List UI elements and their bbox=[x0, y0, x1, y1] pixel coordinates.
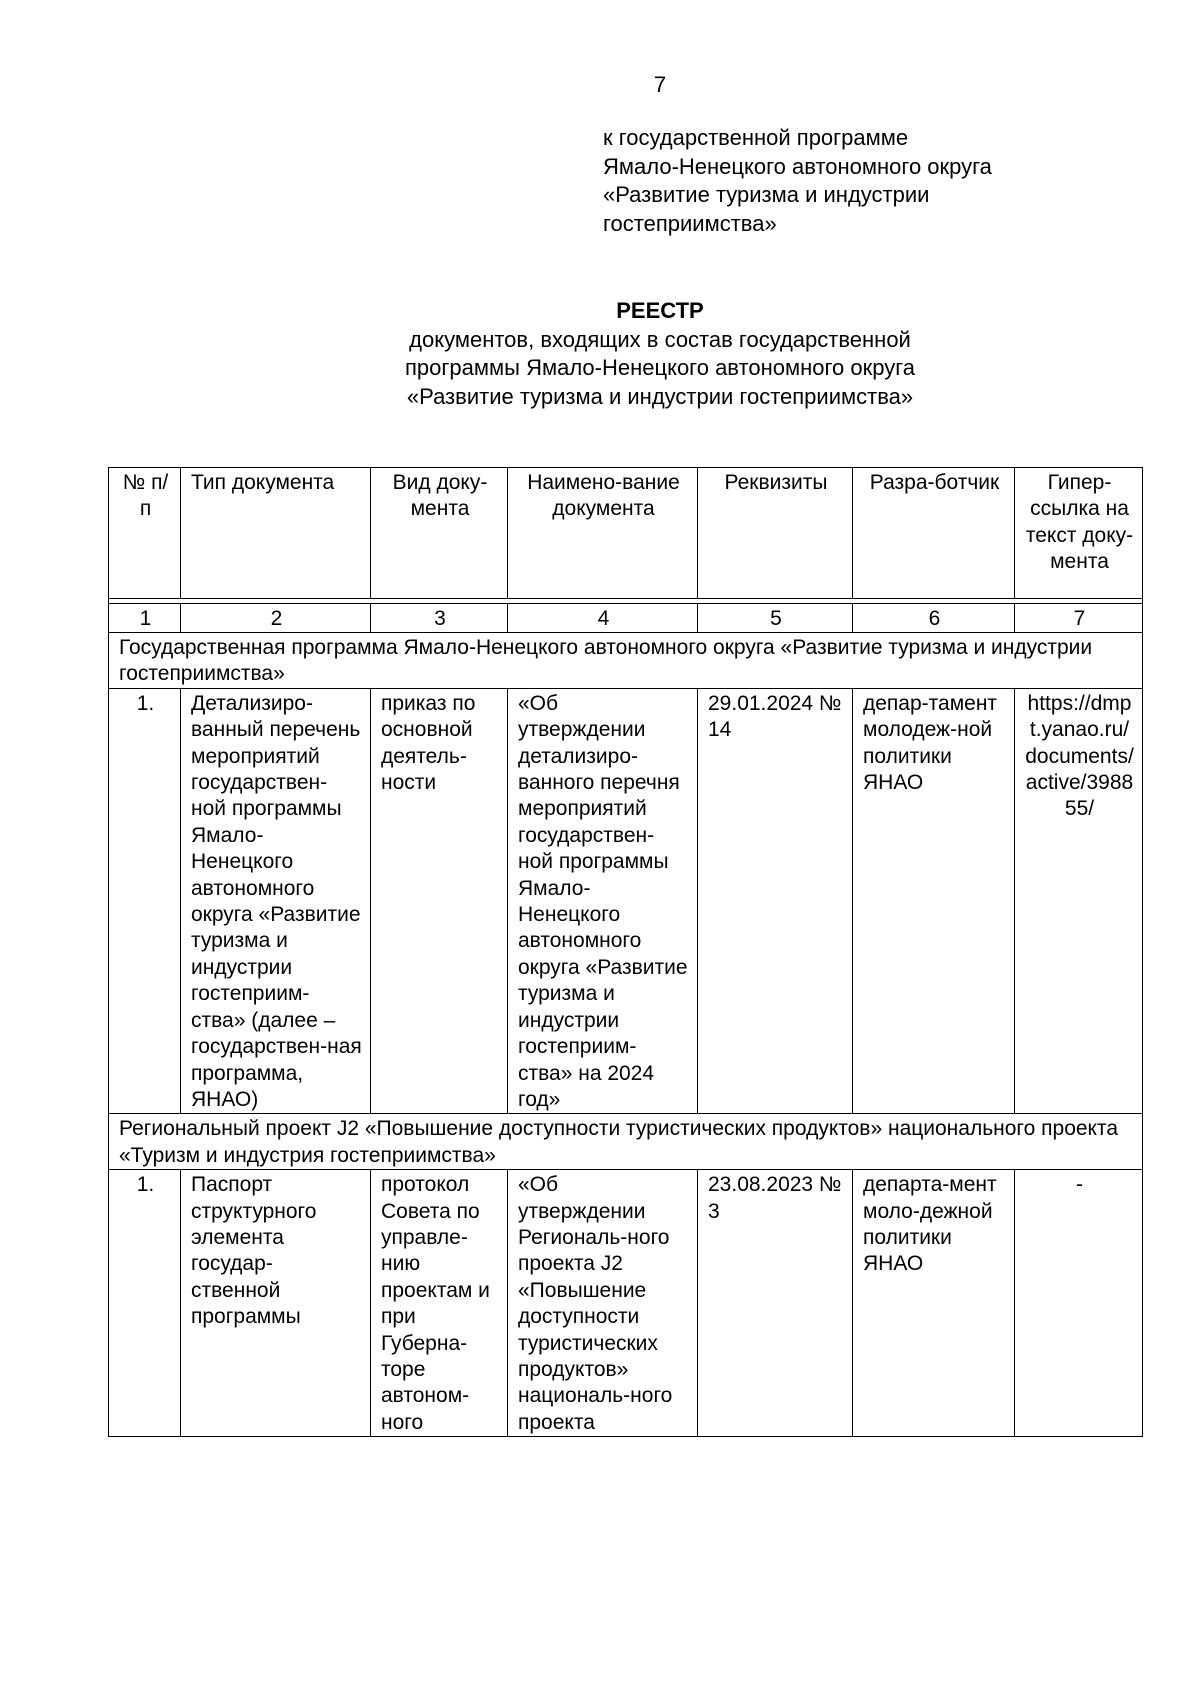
addendum-line: Ямало-Ненецкого автономного округа bbox=[603, 153, 992, 179]
registry-title-line: документов, входящих в состав государственной bbox=[409, 326, 911, 352]
table-row bbox=[109, 688, 1143, 1114]
section-row bbox=[109, 633, 1143, 689]
column-header: Реквизиты bbox=[698, 468, 853, 599]
addendum-block bbox=[603, 124, 992, 238]
section-title: Региональный проект J2 «Повышение доступности туристических продуктов» национального проекта «Туризм и индустрия гостеприимства» bbox=[109, 1114, 1143, 1170]
document-developer: депар-тамент молодеж-ной политики ЯНАО bbox=[853, 688, 1015, 1114]
registry-table bbox=[108, 467, 1143, 1437]
document-kind: приказ по основной деятель-ности bbox=[371, 688, 508, 1114]
column-header: Разра-ботчик bbox=[853, 468, 1015, 599]
section-title: Государственная программа Ямало-Ненецкого автономного округа «Развитие туризма и индустрии гостеприимства» bbox=[109, 633, 1143, 689]
table-header-row bbox=[109, 468, 1143, 599]
column-number: 4 bbox=[508, 604, 698, 633]
document-details: 29.01.2024 № 14 bbox=[698, 688, 853, 1114]
column-header: Вид доку-мента bbox=[371, 468, 508, 599]
column-number: 3 bbox=[371, 604, 508, 633]
addendum-line: «Развитие туризма и индустрии bbox=[603, 182, 930, 207]
page-number: 7 bbox=[653, 72, 667, 97]
column-number: 1 bbox=[109, 604, 181, 633]
document-details: 23.08.2023 № 3 bbox=[698, 1170, 853, 1437]
document-link: - bbox=[1015, 1170, 1143, 1437]
column-number-row bbox=[109, 604, 1143, 633]
document-name: «Об утверждении детализиро-ванного перечня мероприятий государствен-ной программы Ямало-Ненецкого автономного округа «Развитие туризма и индустрии гостеприим-ства» на 2024 год» bbox=[508, 688, 698, 1114]
registry-title bbox=[300, 297, 1020, 411]
document-name: «Об утверждении Региональ-ного проекта J2 «Повышение доступности туристических продуктов» националь-ного проекта bbox=[508, 1170, 698, 1437]
registry-title-line: программы Ямало-Ненецкого автономного округа bbox=[405, 355, 915, 380]
column-header: Наимено-вание документа bbox=[508, 468, 698, 599]
addendum-line: к государственной программе bbox=[603, 125, 909, 150]
section-row bbox=[109, 1114, 1143, 1170]
addendum-line: гостеприимства» bbox=[603, 210, 777, 236]
registry-title-line: «Развитие туризма и индустрии гостеприимства» bbox=[406, 383, 914, 409]
column-number: 7 bbox=[1015, 604, 1143, 633]
column-header: № п/п bbox=[109, 468, 181, 599]
document-developer: департа-мент моло-дежной политики ЯНАО bbox=[853, 1170, 1015, 1437]
column-header: Тип документа bbox=[181, 468, 371, 599]
row-number: 1. bbox=[109, 688, 181, 1114]
document-link[interactable]: https://dmpt.yanao.ru/documents/active/398855/ bbox=[1015, 688, 1143, 1114]
column-number: 6 bbox=[853, 604, 1015, 633]
document-type: Детализиро-ванный перечень мероприятий государствен-ной программы Ямало-Ненецкого автономного округа «Развитие туризма и индустрии гостеприим-ства» (далее – государствен-ная программа, ЯНАО) bbox=[181, 688, 371, 1114]
column-number: 2 bbox=[181, 604, 371, 633]
document-kind: протокол Совета по управле-нию проектам и при Губерна-торе автоном-ного bbox=[371, 1170, 508, 1437]
row-number: 1. bbox=[109, 1170, 181, 1437]
table-row bbox=[109, 1170, 1143, 1437]
document-type: Паспорт структурного элемента государ-ственной программы bbox=[181, 1170, 371, 1437]
registry-title-main: РЕЕСТР bbox=[616, 298, 704, 323]
column-header: Гипер-ссылка на текст доку-мента bbox=[1015, 468, 1143, 599]
column-number: 5 bbox=[698, 604, 853, 633]
